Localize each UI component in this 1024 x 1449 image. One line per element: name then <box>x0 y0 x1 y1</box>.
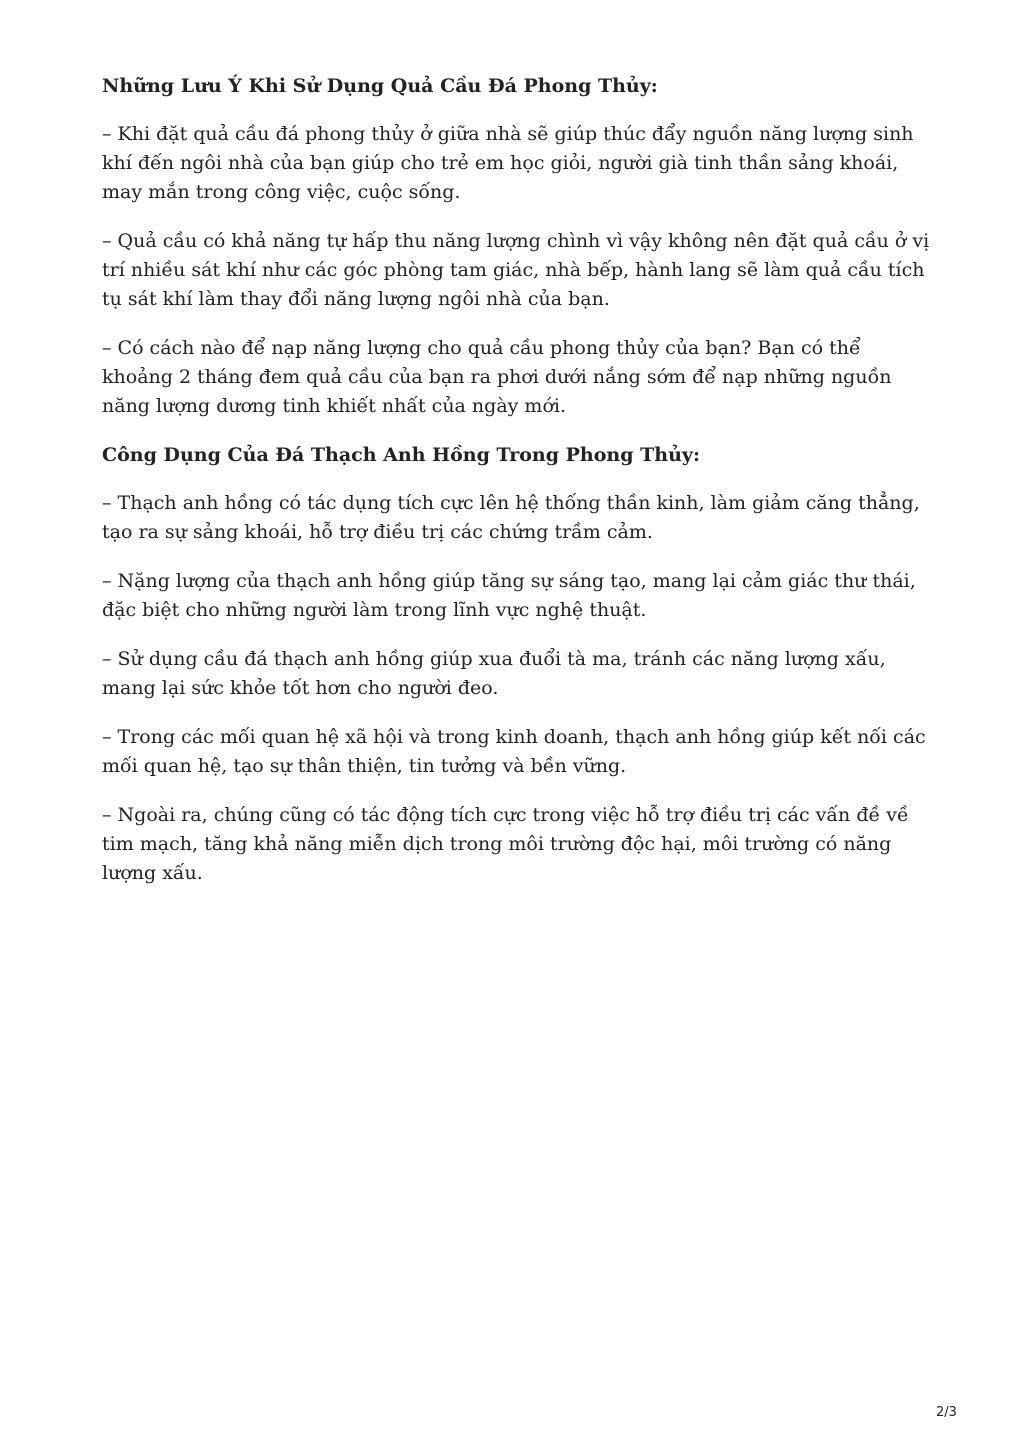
paragraph: – Sử dụng cầu đá thạch anh hồng giúp xua đuổi tà ma, tránh các năng lượng xấu, mang lại sức khỏe tốt hơn cho người đeo. <box>102 648 886 699</box>
paragraph: – Nặng lượng của thạch anh hồng giúp tăng sự sáng tạo, mang lại cảm giác thư thái, đặc biệt cho những người làm trong lĩnh vực nghệ thuật. <box>102 570 916 621</box>
paragraph: – Trong các mối quan hệ xã hội và trong kinh doanh, thạch anh hồng giúp kết nối các mối quan hệ, tạo sự thân thiện, tin tưởng và bền vững. <box>102 726 926 777</box>
document-body <box>102 72 932 908</box>
paragraph: – Quả cầu có khả năng tự hấp thu năng lượng chình vì vậy không nên đặt quả cầu ở vị trí nhiều sát khí như các góc phòng tam giác, nhà bếp, hành lang sẽ làm quả cầu tích tụ sát khí làm thay đổi năng lượng ngôi nhà của bạn. <box>102 230 930 310</box>
paragraph: – Có cách nào để nạp năng lượng cho quả cầu phong thủy của bạn? Bạn có thể khoảng 2 tháng đem quả cầu của bạn ra phơi dưới nắng sớm để nạp những nguồn năng lượng dương tinh khiết nhất của ngày mới. <box>102 337 892 417</box>
section-heading: Công Dụng Của Đá Thạch Anh Hồng Trong Phong Thủy: <box>102 444 700 466</box>
paragraph: – Ngoài ra, chúng cũng có tác động tích cực trong việc hỗ trợ điều trị các vấn đề về tim mạch, tăng khả năng miễn dịch trong môi trường độc hại, môi trường có năng lượng xấu. <box>102 804 909 884</box>
section-heading: Những Lưu Ý Khi Sử Dụng Quả Cầu Đá Phong Thủy: <box>102 75 658 97</box>
page-number: 2/3 <box>936 1405 957 1420</box>
section-rose-quartz-uses <box>102 441 932 888</box>
paragraph: – Thạch anh hồng có tác dụng tích cực lên hệ thống thần kinh, làm giảm căng thẳng, tạo ra sự sảng khoái, hỗ trợ điều trị các chứng trầm cảm. <box>102 492 920 543</box>
section-crystal-ball-notes <box>102 72 932 421</box>
paragraph: – Khi đặt quả cầu đá phong thủy ở giữa nhà sẽ giúp thúc đẩy nguồn năng lượng sinh khí đến ngôi nhà của bạn giúp cho trẻ em học giỏi, người già tinh thần sảng khoái, may mắn trong công việc, cuộc sống. <box>102 123 914 203</box>
